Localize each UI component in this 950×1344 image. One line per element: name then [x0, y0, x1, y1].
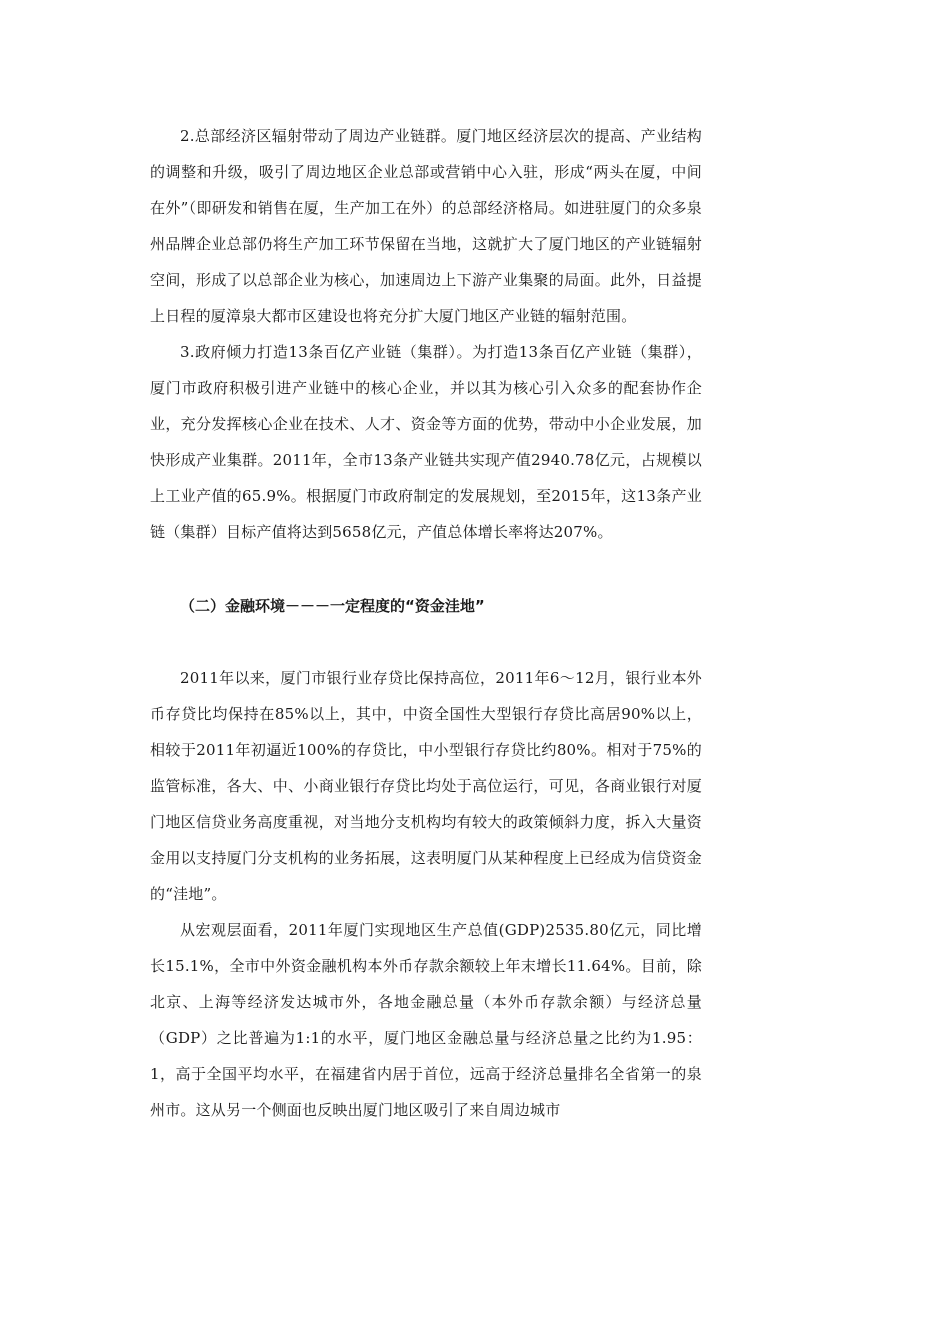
paragraph-loan-deposit-ratio: 2011年以来，厦门市银行业存贷比保持高位，2011年6～12月，银行业本外币存贷比均保持在85%以上，其中，中资全国性大型银行存贷比高居90%以上，相较于2011年初逼近100%的存贷比，中小型银行存贷比约80%。相对于75%的监管标准，各大、中、小商业银行存贷比均处于高位运行，可见，各商业银行对厦门地区信贷业务高度重视，对当地分支机构均有较大的政策倾斜力度，拆入大量资金用以支持厦门分支机构的业务拓展，这表明厦门从某种程度上已经成为信贷资金的“洼地”。 [150, 669, 702, 903]
paragraph-macro-level: 从宏观层面看，2011年厦门实现地区生产总值(GDP)2535.80亿元，同比增长15.1%，全市中外资金融机构本外币存款余额较上年末增长11.64%。目前，除北京、上海等经济发达城市外，各地金融总量（本外币存款余额）与经济总量（GDP）之比普遍为1:1的水平，厦门地区金融总量与经济总量之比约为1.95：1，高于全国平均水平，在福建省内居于首位，远高于经济总量排名全省第一的泉州市。这从另一个侧面也反映出厦门地区吸引了来自周边城市 [150, 921, 702, 1119]
spacer [150, 624, 702, 660]
document-page [150, 118, 702, 1128]
paragraph-industry-chains: 3.政府倾力打造13条百亿产业链（集群）。为打造13条百亿产业链（集群），厦门市政府积极引进产业链中的核心企业，并以其为核心引入众多的配套协作企业，充分发挥核心企业在技术、人才、资金等方面的优势，带动中小企业发展，加快形成产业集群。2011年，全市13条产业链共实现产值2940.78亿元，占规模以上工业产值的65.9%。根据厦门市政府制定的发展规划，至2015年，这13条产业链（集群）目标产值将达到5658亿元，产值总体增长率将达207%。 [150, 343, 702, 541]
paragraph-headquarters-economy: 2.总部经济区辐射带动了周边产业链群。厦门地区经济层次的提高、产业结构的调整和升级，吸引了周边地区企业总部或营销中心入驻，形成“两头在厦，中间在外”（即研发和销售在厦，生产加工在外）的总部经济格局。如进驻厦门的众多泉州品牌企业总部仍将生产加工环节保留在当地，这就扩大了厦门地区的产业链辐射空间，形成了以总部企业为核心，加速周边上下游产业集聚的局面。此外，日益提上日程的厦漳泉大都市区建设也将充分扩大厦门地区产业链的辐射范围。 [150, 127, 702, 325]
section-heading-financial-environment: （二）金融环境－－－一定程度的“资金洼地” [180, 597, 485, 615]
spacer [150, 550, 702, 588]
